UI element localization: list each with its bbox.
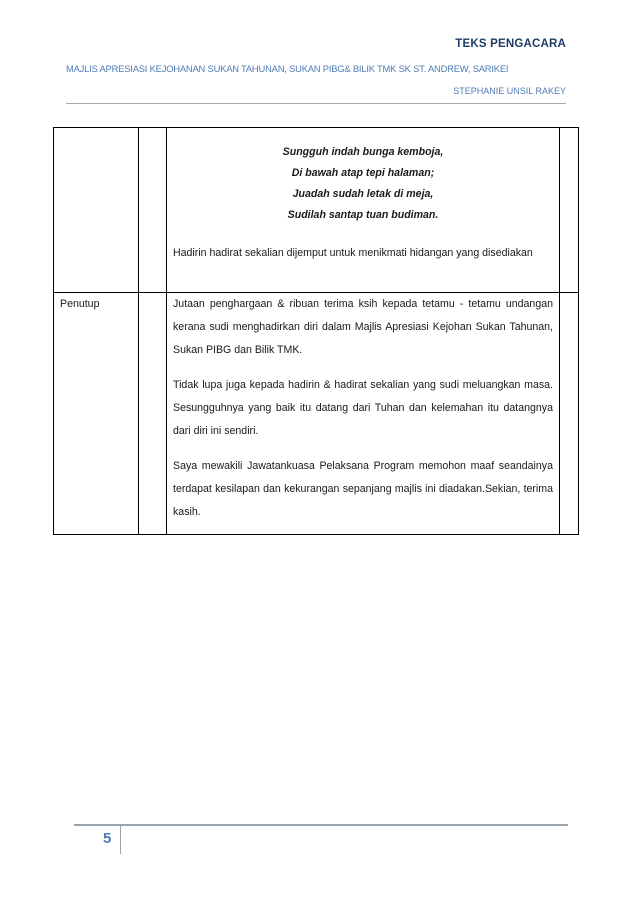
pantun-verse [173,142,553,226]
page-number: 5 [103,830,112,847]
pantun-line: Di bawah atap tepi halaman; [291,167,435,179]
blank-cell [139,293,167,535]
section-cell [54,128,139,293]
section-cell [54,293,139,535]
document-author: STEPHANIE UNSIL RAKEY [453,86,566,96]
document-subtitle: MAJLIS APRESIASI KEJOHANAN SUKAN TAHUNAN, SUKAN PIBG& BILIK TMK SK ST. ANDREW, SARIKEI [66,63,509,74]
table-row [54,293,579,535]
header-divider [66,103,566,104]
pantun-line: Juadah sudah letak di meja, [292,188,434,200]
document-title: TEKS PENGACARA [455,38,566,50]
blank-cell [139,128,167,293]
closing-paragraph: Jutaan penghargaan & ribuan terima ksih kepada tetamu - tetamu undangan kerana sudi menghadirkan diri dalam Majlis Apresiasi Kejohan Sukan Tahunan, Sukan PIBG dan Bilik TMK. [173,298,553,356]
content-cell [167,128,560,293]
closing-paragraph: Saya mewakili Jawatankuasa Pelaksana Program memohon maaf seandainya terdapat kesilapan dan kekurangan sepanjang majlis ini diadakan.Sekian, terima kasih. [173,460,553,518]
script-table [53,127,579,535]
pantun-line: Sudilah santap tuan budiman. [287,209,439,221]
page-number-divider [120,826,121,854]
content-cell [167,293,560,535]
page-header [66,38,566,96]
table-row [54,128,579,293]
section-label: Penutup [60,298,100,310]
footer-divider [74,824,568,826]
closing-paragraph: Tidak lupa juga kepada hadirin & hadirat sekalian yang sudi meluangkan masa. Sesungguhnya yang baik itu datang dari Tuhan dan kelemahan itu datangnya dari diri ini sendiri. [173,379,553,437]
pantun-line: Sungguh indah bunga kemboja, [282,146,444,158]
blank-cell [560,293,579,535]
blank-cell [560,128,579,293]
invitation-paragraph: Hadirin hadirat sekalian dijemput untuk menikmati hidangan yang disediakan [173,247,533,259]
